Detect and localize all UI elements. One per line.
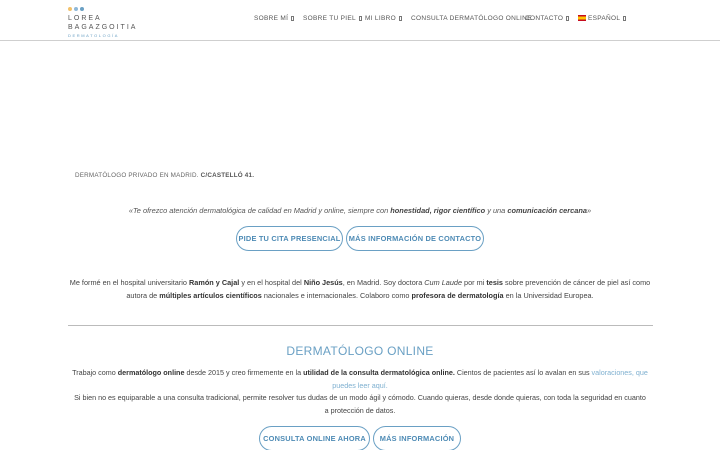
- quote-bold: comunicación cercana: [507, 206, 588, 215]
- nav-item-contacto[interactable]: [525, 15, 569, 22]
- bio-bold: tesis: [486, 278, 503, 287]
- online-text: desde 2015 y creo firmemente en la: [184, 368, 304, 377]
- online-paragraph: [72, 367, 648, 418]
- reviews-link[interactable]: valoraciones: [591, 368, 632, 377]
- dropdown-caret-icon: [623, 16, 626, 21]
- book-appointment-button[interactable]: PIDE TU CITA PRESENCIAL: [236, 226, 343, 251]
- online-bold: dermatólogo online: [117, 368, 185, 377]
- nav-item-language[interactable]: [578, 15, 626, 22]
- contact-info-button[interactable]: MÁS INFORMACIÓN DE CONTACTO: [346, 226, 484, 251]
- online-text: Trabajo como: [72, 368, 118, 377]
- bio-bold: múltiples artículos científicos: [159, 291, 262, 300]
- nav-item-label: CONTACTO: [525, 15, 564, 22]
- bio-text: y en el hospital del: [239, 278, 304, 287]
- bio-text: por mi: [462, 278, 487, 287]
- bio-text: , en Madrid. Soy doctora: [342, 278, 425, 287]
- dropdown-caret-icon: [359, 16, 362, 21]
- site-header: [0, 0, 720, 41]
- address-street: C/CASTELLÓ 41.: [200, 172, 255, 179]
- nav-item-mi-libro[interactable]: [365, 15, 402, 22]
- bio-paragraph: [60, 276, 660, 302]
- bio-text: en la Universidad Europea.: [503, 291, 594, 300]
- online-text: ,: [631, 368, 636, 377]
- site-logo[interactable]: [68, 7, 148, 38]
- logo-text-line3: DERMATOLOGÍA: [68, 33, 120, 38]
- dropdown-caret-icon: [291, 16, 294, 21]
- section-divider: [68, 325, 653, 326]
- online-text: Si bien no es equiparable a una consulta tradicional, permite resolver tus dudas de un modo ágil y cómodo. Cuando quieras, desde donde quieras, con toda la seguridad en cuanto a protección de datos.: [74, 393, 646, 416]
- nav-item-sobre-mi[interactable]: [254, 15, 294, 22]
- logo-text-line2: BAGAZGOITIA: [68, 24, 138, 31]
- online-bold: utilidad de la consulta dermatológica online.: [303, 368, 455, 377]
- bio-text: nacionales e internacionales. Colaboro como: [261, 291, 412, 300]
- quote-bold: honestidad, rigor científico: [390, 206, 486, 215]
- nav-item-sobre-tu-piel[interactable]: [303, 15, 362, 22]
- bio-bold: Ramón y Cajal: [189, 278, 240, 287]
- bio-text: Me formé en el hospital universitario: [69, 278, 190, 287]
- bio-text: sobre prevención de cáncer de piel así como autora de: [126, 278, 651, 300]
- nav-item-label: SOBRE MÍ: [254, 15, 289, 22]
- logo-dot-blue: [80, 7, 84, 11]
- bio-bold: profesora de dermatología: [411, 291, 504, 300]
- logo-dot-lightblue: [74, 7, 78, 11]
- more-info-button[interactable]: MÁS INFORMACIÓN: [373, 426, 461, 450]
- read-reviews-link[interactable]: que puedes leer aquí.: [332, 368, 648, 390]
- spain-flag-icon: [578, 15, 586, 21]
- nav-item-label: CONSULTA DERMATÓLOGO ONLINE: [411, 15, 532, 22]
- online-text: Cientos de pacientes así lo avalan en sus: [454, 368, 592, 377]
- nav-item-label: ESPAÑOL: [588, 15, 621, 22]
- bio-bold: Niño Jesús: [303, 278, 343, 287]
- intro-quote: [0, 206, 720, 215]
- quote-text: «Te ofrezco atención dermatológica de calidad en Madrid y online, siempre con: [128, 206, 391, 215]
- online-section-title: DERMATÓLOGO ONLINE: [286, 344, 434, 358]
- dropdown-caret-icon: [399, 16, 402, 21]
- online-consultation-button[interactable]: CONSULTA ONLINE AHORA: [259, 426, 370, 450]
- nav-item-label: MI LIBRO: [365, 15, 396, 22]
- quote-text: y una: [485, 206, 508, 215]
- nav-item-consulta-online[interactable]: [411, 15, 532, 22]
- dropdown-caret-icon: [566, 16, 569, 21]
- nav-item-label: SOBRE TU PIEL: [303, 15, 356, 22]
- quote-text: »: [587, 206, 592, 215]
- clinic-address: [75, 172, 254, 179]
- logo-dots: [68, 7, 84, 11]
- address-prefix: DERMATÓLOGO PRIVADO EN MADRID.: [75, 172, 201, 179]
- bio-italic: Cum Laude: [424, 278, 463, 287]
- logo-dot-yellow: [68, 7, 72, 11]
- logo-text-line1: LOREA: [68, 15, 102, 22]
